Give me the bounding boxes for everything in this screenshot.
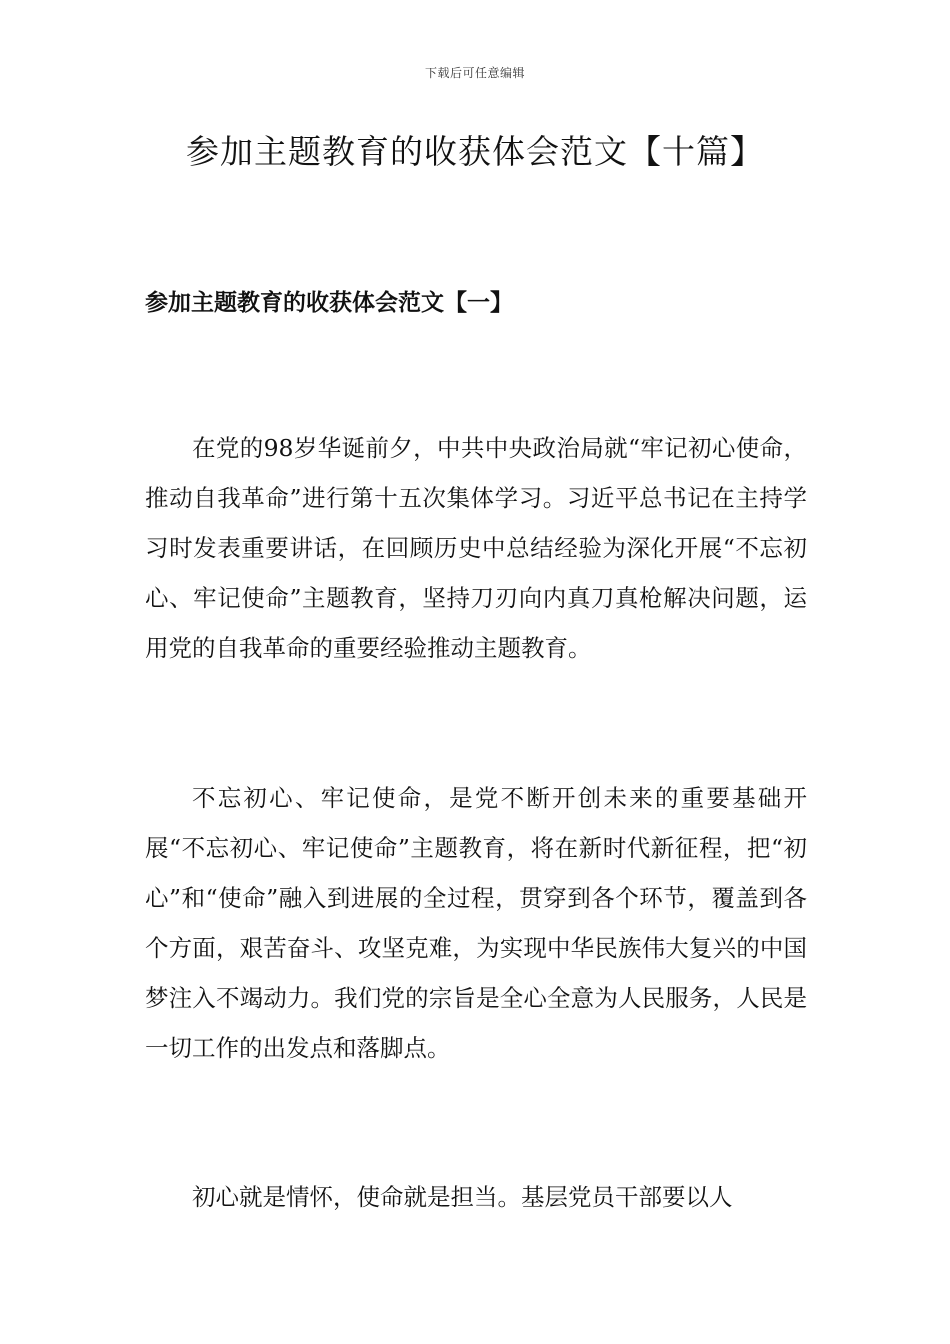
body-paragraph: 初心就是情怀，使命就是担当。基层党员干部要以人	[192, 1183, 733, 1211]
header-note: 下载后可任意编辑	[424, 66, 525, 80]
section-heading: 参加主题教育的收获体会范文【一】	[145, 289, 513, 316]
document-title: 参加主题教育的收获体会范文【十篇】	[186, 132, 764, 171]
body-paragraph: 在党的98岁华诞前夕，中共中央政治局就“牢记初心使命，推动自我革命”进行第十五次集体学习。习近平总书记在主持学习时发表重要讲话，在回顾历史中总结经验为深化开展“不忘初心、牢记使命”主题教育，坚持刀刃向内真刀真枪解决问题，运用党的自我革命的重要经验推动主题教育。	[145, 434, 807, 662]
body-paragraph: 不忘初心、牢记使命，是党不断开创未来的重要基础开展“不忘初心、牢记使命”主题教育，将在新时代新征程，把“初心”和“使命”融入到进展的全过程，贯穿到各个环节，覆盖到各个方面，艰苦奋斗、攻坚克难，为实现中华民族伟大复兴的中国梦注入不竭动力。我们党的宗旨是全心全意为人民服务，人民是一切工作的出发点和落脚点。	[145, 784, 807, 1062]
